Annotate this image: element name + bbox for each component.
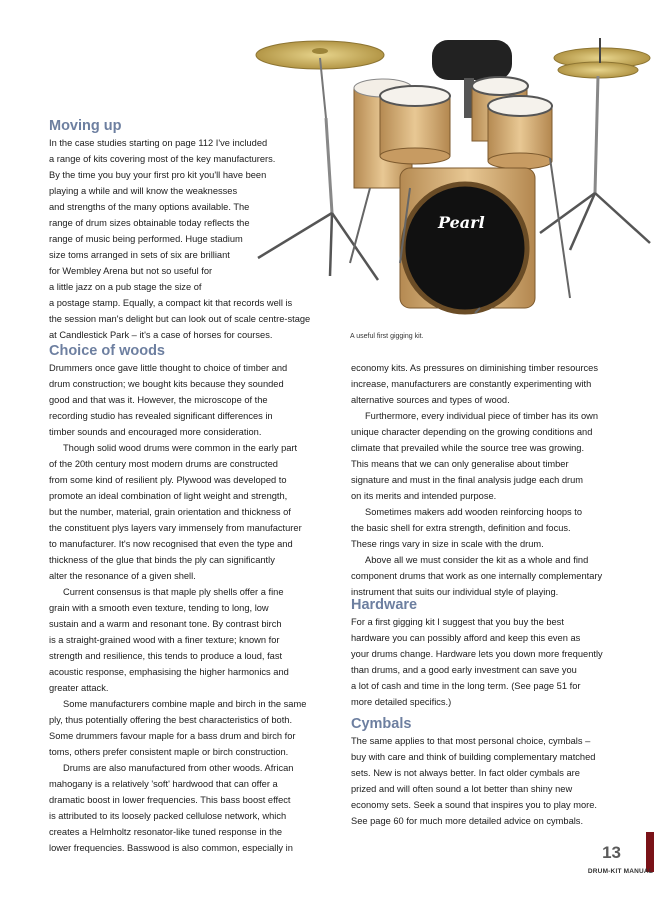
text-line: ply, thus potentially offering the best characteristics of both. [49,715,293,725]
text-line: increase, manufacturers are constantly experimenting with [351,379,592,389]
rack-tom-left [380,86,450,164]
paragraph [49,760,306,856]
text-line: a lot of cash and time in the long term. (See page 51 for [351,681,581,691]
text-line: a range of kits covering most of the key manufacturers. [49,154,276,164]
paragraph [49,135,310,343]
text-line: mahogany is a relatively 'soft' hardwood that can offer a [49,779,278,789]
choice-of-woods-body [49,360,306,856]
paragraph [351,614,603,710]
bass-drum [400,168,535,312]
paragraph [49,360,306,440]
text-line: instrument that suits our individual style of playing. [351,587,559,597]
running-footer-title: DRUM-KIT MANUAL [587,868,653,875]
cymbals-heading: Cymbals [351,716,412,732]
text-line: more detailed specifics.) [351,697,452,707]
moving-up-body [49,135,310,343]
text-line: on its merits and intended purpose. [351,491,497,501]
paragraph [351,552,602,600]
photo-caption: A useful first gigging kit. [350,333,424,340]
text-line: economy sets. Seek a sound that inspires you to play more. [351,800,597,810]
text-line: Some drummers favour maple for a bass drum and birch for [49,731,296,741]
text-line: sustain and a warm and resonant tone. By contrast birch [49,619,282,629]
text-line: grain with a smooth even texture, tending to long, low [49,603,269,613]
text-line: Above all we must consider the kit as a whole and find [365,555,589,565]
text-line: good and that was it. However, the microscope of the [49,395,268,405]
text-line: Drummers once gave little thought to choice of timber and [49,363,288,373]
paragraph [49,696,306,760]
drum-kit-photo [250,18,660,323]
text-line: size toms arranged in sets of six are brilliant [49,250,230,260]
text-line: is a straight-grained wood with a finer texture; known for [49,635,280,645]
text-line: alternative sources and types of wood. [351,395,510,405]
hardware-body [351,614,603,710]
text-line: acoustic response, emphasising the higher harmonics and [49,667,289,677]
paragraph [351,733,597,829]
text-line: the session man's delight but can look out of scale centre-stage [49,314,311,324]
paragraph [351,360,602,408]
paragraph [351,504,602,552]
cymbals-body [351,733,597,829]
text-line: economy kits. As pressures on diminishing timber resources [351,363,598,373]
text-line: but the number, material, grain orientation and thickness of [49,507,291,517]
text-line: recording studio has revealed significant differences in [49,411,273,421]
text-line: and strengths of the many options available. The [49,202,250,212]
text-line: of the 20th century most modern drums are constructed [49,459,278,469]
paragraph [49,440,306,584]
text-line: component drums that work as one internally complementary [351,571,603,581]
woods-continued-body [351,360,602,600]
text-line: Sometimes makers add wooden reinforcing hoops to [365,507,583,517]
text-line: Current consensus is that maple ply shells offer a fine [63,587,284,597]
text-line: the basic shell for extra strength, definition and focus. [351,523,571,533]
text-line: is attributed to its loosely packed cellulose network, which [49,811,287,821]
text-line: lower frequencies. Basswood is also common, especially in [49,843,293,853]
choice-of-woods-heading: Choice of woods [49,343,165,359]
text-line: promote an ideal combination of light weight and strength, [49,491,288,501]
paragraph [351,408,602,504]
text-line: The same applies to that most personal choice, cymbals – [351,736,591,746]
crash-cymbal-right [540,38,650,250]
text-line: By the time you buy your first pro kit you'll have been [49,170,267,180]
text-line: alter the resonance of a given shell. [49,571,196,581]
text-line: from some kind of resilient ply. Plywood was developed to [49,475,287,485]
text-line: creates a Helmholtz resonator-like tuned response in the [49,827,283,837]
text-line: toms, others prefer consistent maple or birch construction. [49,747,289,757]
text-line: hardware you can possibly afford and keep this even as [351,633,581,643]
text-line: strength and resilience, this tends to produce a loud, fast [49,651,283,661]
text-line: These rings vary in size in scale with the drum. [351,539,544,549]
text-line: sets. New is not always better. In fact older cymbals are [351,768,580,778]
text-line: climate that prevailed while the source tree was growing. [351,443,585,453]
text-line: at Candlestick Park – it's a case of horses for courses. [49,330,273,340]
moving-up-heading: Moving up [49,118,122,134]
text-line: This means that we can only generalise about timber [351,459,569,469]
text-line: greater attack. [49,683,109,693]
text-line: In the case studies starting on page 112 I've included [49,138,268,148]
text-line: range of drum sizes obtainable today reflects the [49,218,250,228]
text-line: your drums change. Hardware lets you down more frequently [351,649,603,659]
text-line: buy with care and think of building complementary matched [351,752,596,762]
text-line: drum construction; we bought kits because they sounded [49,379,284,389]
pearl-logo: Pearl [438,213,485,232]
hardware-heading: Hardware [351,597,418,613]
page-number: 13 [602,843,621,862]
text-line: dramatic boost in lower frequencies. This bass boost effect [49,795,291,805]
text-line: For a first gigging kit I suggest that you buy the best [351,617,564,627]
text-line: range of music being performed. Huge stadium [49,234,243,244]
text-line: playing a while and will know the weaknesses [49,186,238,196]
text-line: Drums are also manufactured from other woods. African [63,763,294,773]
text-line: thickness of the glue that binds the ply can significantly [49,555,275,565]
text-line: Some manufacturers combine maple and birch in the same [63,699,307,709]
text-line: the constituent plys layers vary immensely from manufacturer [49,523,302,533]
text-line: See page 60 for much more detailed advice on cymbals. [351,816,584,826]
text-line: than drums, and a good early investment can save you [351,665,577,675]
text-line: signature and must in the final analysis judge each drum [351,475,584,485]
text-line: timber sounds and encouraged more consideration. [49,427,262,437]
text-line: prized and will often sound a lot better than shiny new [351,784,573,794]
text-line: for Wembley Arena but not so useful for [49,266,213,276]
accent-bar [646,832,654,872]
text-line: to manufacturer. It's now recognised that even the type and [49,539,293,549]
paragraph [49,584,306,696]
text-line: Though solid wood drums were common in the early part [63,443,298,453]
text-line: Furthermore, every individual piece of timber has its own [365,411,599,421]
text-line: unique character depending on the growing conditions and [351,427,593,437]
text-line: a little jazz on a pub stage the size of [49,282,202,292]
text-line: a postage stamp. Equally, a compact kit that records well is [49,298,293,308]
rack-tom-right [488,96,552,169]
